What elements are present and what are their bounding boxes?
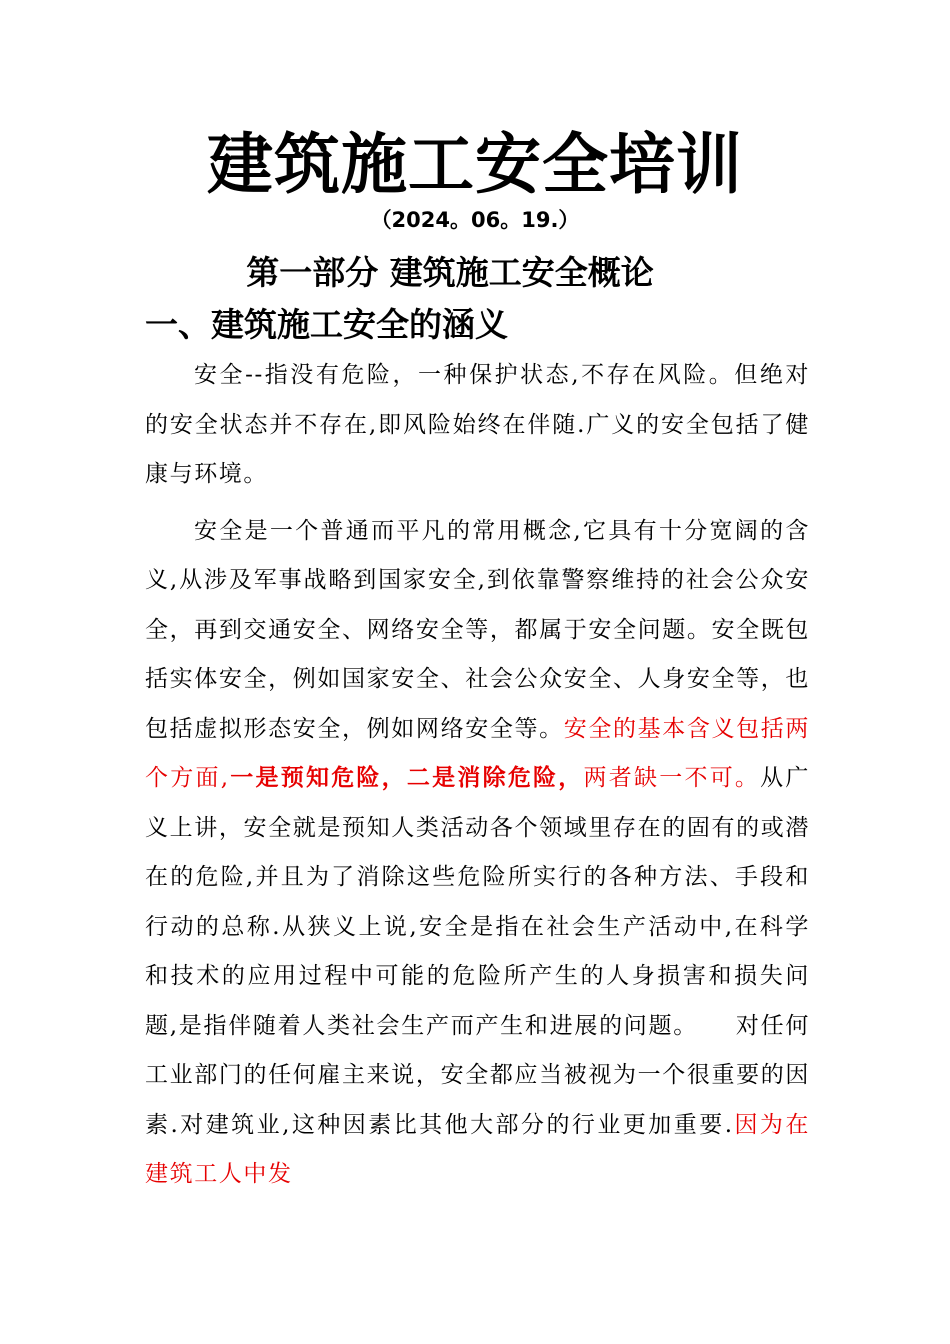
- paragraph-definition: [145, 351, 810, 500]
- section-heading: 一、建筑施工安全的涵义: [145, 305, 508, 344]
- body-text: [145, 351, 810, 1200]
- definition-text: --指没有危险，一种保护状态,不存在风险。但绝对的安全状态并不存在,即风险始终在伴随.广义的安全包括了健康与环境。: [145, 362, 810, 487]
- term-safety: 安全: [194, 362, 246, 388]
- highlight-continuation: 因为在建筑工人中发: [145, 1111, 810, 1187]
- document-date: （2024。06。19.）: [370, 208, 580, 232]
- explanation-text-a: 安全是一个普通而平凡的常用概念,它具有十分宽阔的含义,从涉及军事战略到国家安全,到依靠警察维持的社会公众安全，再到交通安全、网络安全等，都属于安全问题。安全既包括实体安全，例如国家安全、社会公众安全、人身安全等，也包括虚拟形态安全，例如网络安全等。: [145, 517, 810, 742]
- explanation-text-b: 从广义上讲，安全就是预知人类活动各个领域里存在的固有的或潜在的危险,并且为了消除这些危险所实行的各种方法、手段和行动的总称.从狭义上说,安全是指在社会生产活动中,在科学和技术的应用过程中可能的危险所产生的人身损害和损失问题,是指伴随着人类社会生产而产生和进展的问题。 对任何工业部门的任何雇主来说，安全都应当被视为一个很重要的因素.对建筑业,这种因素比其他大部分的行业更加重要.: [145, 765, 811, 1138]
- paragraph-explanation: [145, 507, 810, 1200]
- highlight-indispensable: 两者缺一不可。: [583, 765, 761, 791]
- highlight-basic-meaning: 安全的基本含义包括两个方面,: [145, 715, 811, 791]
- document-title: 建筑施工安全培训: [207, 126, 743, 203]
- part-heading: 第一部分 建筑施工安全概论: [246, 253, 654, 292]
- highlight-two-aspects: 一是预知危险，二是消除危险，: [229, 765, 584, 791]
